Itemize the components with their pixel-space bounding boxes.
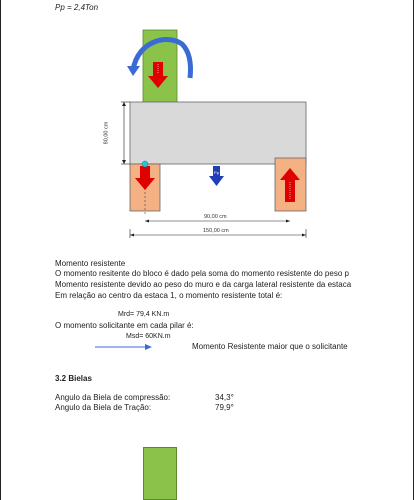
paragraph-line-4: O momento solicitante em cada pilar é: — [55, 321, 194, 330]
msd-value: Msd= 60KN.m — [126, 333, 171, 340]
biela-compressao-value: 34,3° — [215, 393, 234, 402]
moment-arrowhead — [127, 66, 140, 76]
height-dimension-label: 80,00 cm — [103, 121, 110, 145]
foundation-block-diagram — [0, 0, 414, 240]
pp-label: Pp = 2,4Ton — [55, 3, 99, 12]
outer-width-dimension-label: 150,00 cm — [203, 228, 229, 234]
biela-compressao-label: Angulo da Biela de compressão: — [55, 393, 171, 402]
pillar-bottom — [143, 447, 177, 500]
section-title-momento: Momento resistente — [55, 259, 126, 268]
paragraph-line-2: Momento resistente devido ao peso do muro e da carga lateral resistente da estaca — [55, 280, 352, 289]
comparison-text: Momento Resistente maior que o solicitante — [192, 342, 348, 351]
paragraph-line-1: O momento resitente do bloco é dado pela soma do momento resistente do peso p — [55, 269, 349, 278]
comparison-arrow — [95, 343, 155, 351]
weight-arrow-center — [209, 166, 224, 186]
mrd-value: Mrd= 79,4 KN.m — [118, 311, 170, 318]
biela-tracao-label: Angulo da Biela de Tração: — [55, 403, 152, 412]
concrete-block — [130, 102, 306, 164]
svg-text:Pp: Pp — [214, 170, 219, 175]
inner-width-dimension-label: 90,00 cm — [204, 214, 227, 220]
paragraph-line-3: Em relação ao centro da estaca 1, o momento resistente total é: — [55, 291, 283, 300]
biela-tracao-value: 79,9° — [215, 403, 234, 412]
pile-reference-point — [142, 161, 148, 167]
bielas-heading: 3.2 Bielas — [55, 374, 92, 383]
